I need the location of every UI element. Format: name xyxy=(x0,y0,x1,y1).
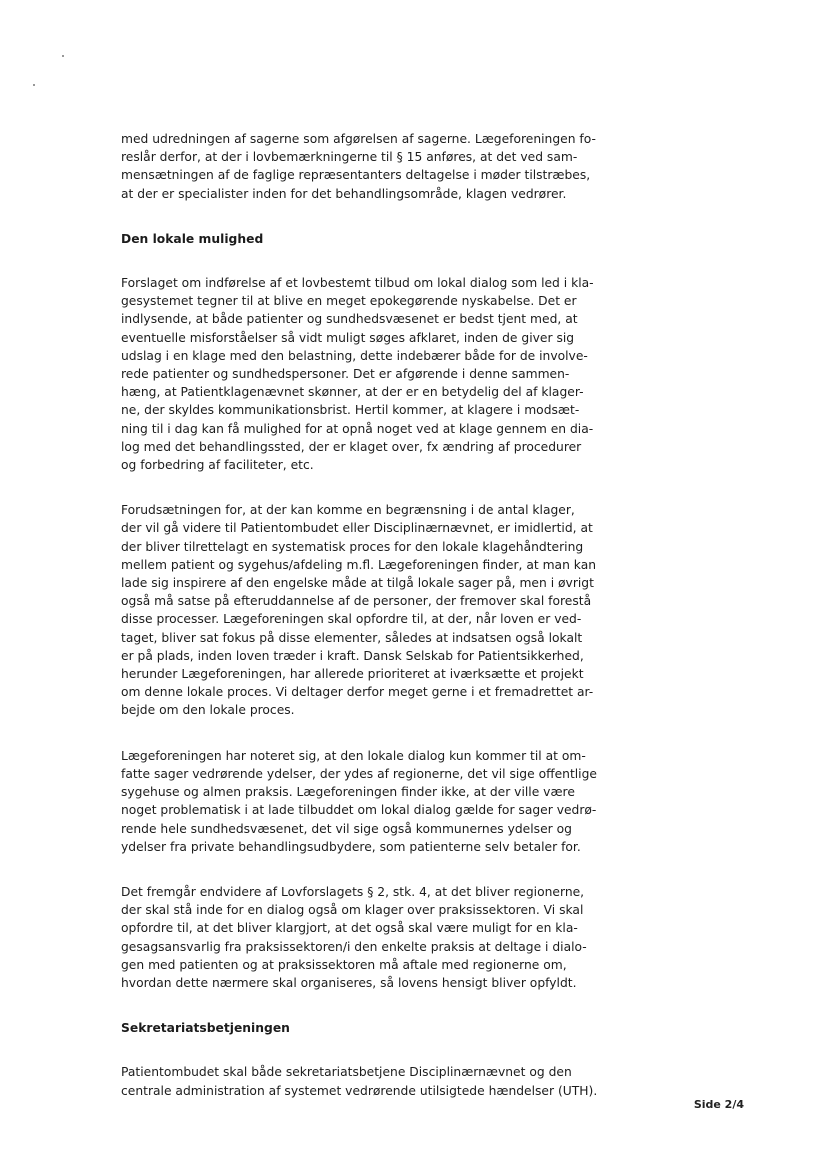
text-line: opfordre til, at det bliver klargjort, at det også skal være muligt for en kla- xyxy=(121,921,578,936)
text-line: rende hele sundhedsvæsenet, det vil sige også kommunernes ydelser og xyxy=(121,821,572,836)
body-paragraph xyxy=(121,501,607,719)
text-line: noget problematisk i at lade tilbuddet om lokal dialog gælde for sager vedrø- xyxy=(121,803,597,818)
text-line: rede patienter og sundhedspersoner. Det er afgørende i denne sammen- xyxy=(121,367,570,382)
body-paragraph xyxy=(121,747,607,856)
text-line: mellem patient og sygehus/afdeling m.fl. Lægeforeningen finder, at man kan xyxy=(121,557,597,572)
text-line: centrale administration af systemet vedrørende utilsigtede hændelser (UTH). xyxy=(121,1083,598,1098)
text-line: der vil gå videre til Patientombudet eller Disciplinærnævnet, er imidlertid, at xyxy=(121,521,593,536)
text-line: taget, bliver sat fokus på disse elementer, således at indsatsen også lokalt xyxy=(121,630,583,645)
body-paragraph xyxy=(121,274,607,474)
body-paragraph xyxy=(121,1063,607,1099)
body-paragraph xyxy=(121,130,607,203)
text-line: med udredningen af sagerne som afgørelsen af sagerne. Lægeforeningen fo- xyxy=(121,132,596,146)
text-line: Patientombudet skal både sekretariatsbetjene Disciplinærnævnet og den xyxy=(121,1065,572,1080)
text-line: der bliver tilrettelagt en systematisk proces for den lokale klagehåndtering xyxy=(121,539,584,554)
text-line: gen med patienten og at praksissektoren må aftale med regionerne om, xyxy=(121,957,567,972)
text-line: Det fremgår endvidere af Lovforslagets § 2, stk. 4, at det bliver regionerne, xyxy=(121,884,585,899)
text-line: sygehuse og almen praksis. Lægeforeningen finder ikke, at der ville være xyxy=(121,785,575,800)
text-line: der skal stå inde for en dialog også om klager over praksissektoren. Vi skal xyxy=(121,903,584,918)
text-line: ne, der skyldes kommunikationsbrist. Hertil kommer, at klagere i modsæt- xyxy=(121,403,580,418)
text-line: bejde om den lokale proces. xyxy=(121,703,295,718)
text-line: ning til i dag kan få mulighed for at opnå noget ved at klage gennem en dia- xyxy=(121,421,594,436)
text-line: herunder Lægeforeningen, har allerede prioriteret at iværksætte et projekt xyxy=(121,667,584,682)
text-line: Lægeforeningen har noteret sig, at den lokale dialog kun kommer til at om- xyxy=(121,748,586,763)
text-line: at der er specialister inden for det behandlingsområde, klagen vedrører. xyxy=(121,186,567,201)
body-paragraph xyxy=(121,883,607,992)
text-line: mensætningen af de faglige repræsentanters deltagelse i møder tilstræbes, xyxy=(121,168,591,183)
text-line: om denne lokale proces. Vi deltager derfor meget gerne i et fremadrettet ar- xyxy=(121,685,594,700)
text-line: eventuelle misforståelser så vidt muligt søges afklaret, inden de giver sig xyxy=(121,330,575,345)
text-line: udslag i en klage med den belastning, dette indebærer både for de involve- xyxy=(121,348,588,363)
section-heading: Den lokale mulighed xyxy=(121,231,264,246)
text-line: Forslaget om indførelse af et lovbestemt tilbud om lokal dialog som led i kla- xyxy=(121,276,594,291)
text-line: disse processer. Lægeforeningen skal opfordre til, at der, når loven er ved- xyxy=(121,612,582,627)
document-body xyxy=(121,130,607,1127)
text-line: hvordan dette nærmere skal organiseres, så lovens hensigt bliver opfyldt. xyxy=(121,975,577,990)
text-line: lade sig inspirere af den engelske måde at tilgå lokale sager på, men i øvrigt xyxy=(121,576,594,591)
text-line: log med det behandlingssted, der er klaget over, fx ændring af procedurer xyxy=(121,439,582,454)
text-line: er på plads, inden loven træder i kraft. Dansk Selskab for Patientsikkerhed, xyxy=(121,648,584,663)
text-line: reslår derfor, at der i lovbemærkningerne til § 15 anføres, at det ved sam- xyxy=(121,150,578,165)
text-line: ydelser fra private behandlingsudbydere, som patienterne selv betaler for. xyxy=(121,839,581,854)
scan-speck xyxy=(62,55,64,57)
text-line: også må satse på efteruddannelse af de personer, der fremover skal forestå xyxy=(121,594,592,609)
page-number: Side 2/4 xyxy=(693,1098,744,1111)
text-line: fatte sager vedrørende ydelser, der ydes af regionerne, det vil sige offentlige xyxy=(121,766,597,781)
text-line: indlysende, at både patienter og sundhedsvæsenet er bedst tjent med, at xyxy=(121,312,578,327)
text-line: gesystemet tegner til at blive en meget epokegørende nyskabelse. Det er xyxy=(121,294,577,309)
text-line: Forudsætningen for, at der kan komme en begrænsning i de antal klager, xyxy=(121,503,575,518)
text-line: hæng, at Patientklagenævnet skønner, at der er en betydelig del af klager- xyxy=(121,385,584,400)
section-heading: Sekretariatsbetjeningen xyxy=(121,1021,290,1036)
text-line: gesagsansvarlig fra praksissektoren/i den enkelte praksis at deltage i dialo- xyxy=(121,939,587,954)
scan-speck xyxy=(33,84,35,86)
text-line: og forbedring af faciliteter, etc. xyxy=(121,458,314,473)
